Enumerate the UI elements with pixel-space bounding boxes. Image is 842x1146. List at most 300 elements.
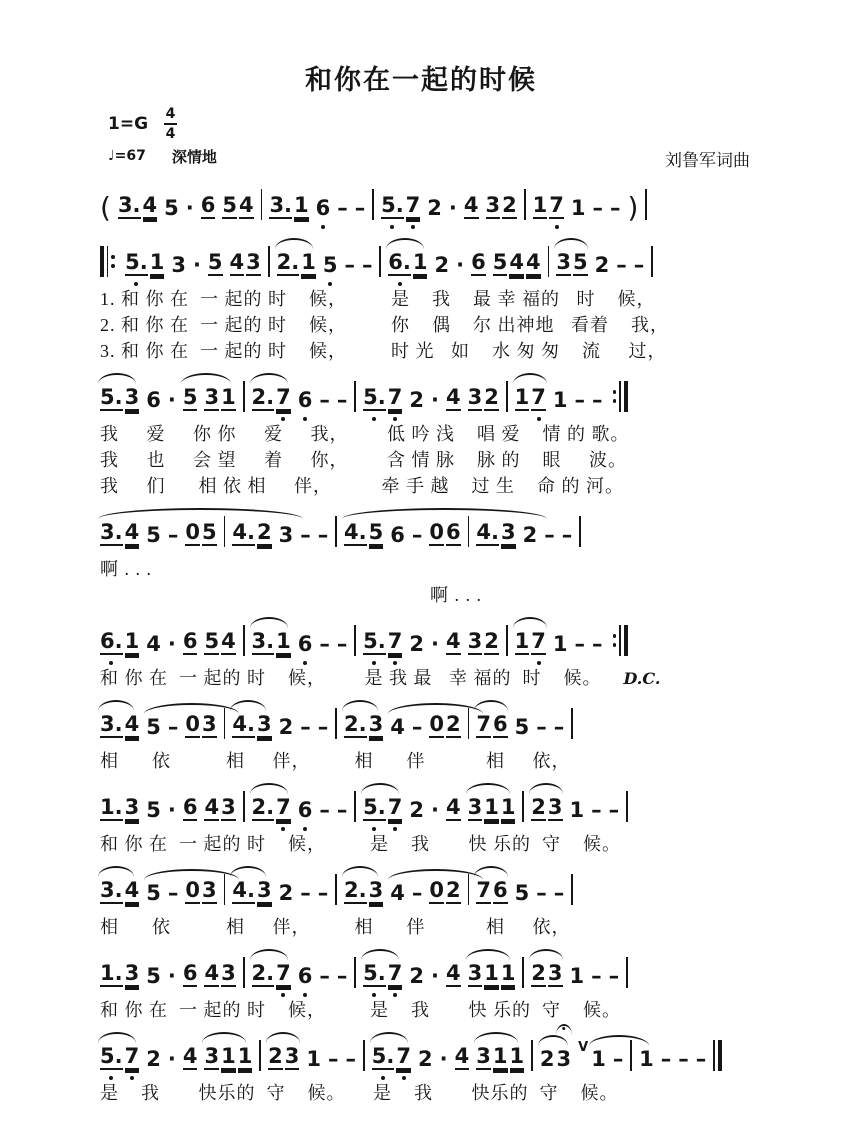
note-token: 4 — [239, 194, 254, 219]
barline — [354, 791, 356, 822]
note-token: 6 — [493, 713, 508, 738]
slur-arc — [250, 783, 288, 794]
note-token: 5 — [146, 963, 161, 988]
note-token: 4 — [526, 251, 541, 276]
repeat-dots-icon — [613, 634, 617, 647]
slur-arc — [466, 949, 510, 960]
note-token: 5. — [372, 1045, 395, 1070]
song-title: 和你在一起的时候 — [305, 65, 537, 96]
lyric-line: 和 你 在 一 起的 时 候， 是 我 快 乐的 守 候。 — [100, 834, 621, 854]
note-token: 5 — [369, 521, 384, 546]
note-token: 7 — [388, 796, 403, 821]
barline — [224, 708, 226, 739]
octave-dot — [303, 827, 307, 831]
barline — [468, 516, 470, 547]
final-barline — [713, 1040, 721, 1071]
slur-arc — [181, 373, 231, 384]
note-token: 3 — [221, 962, 236, 987]
note-token: 4 — [446, 796, 461, 821]
barline — [522, 791, 524, 822]
sustain-dash: – — [574, 631, 586, 656]
barline — [335, 874, 337, 905]
slur-arc — [98, 866, 134, 877]
note-token: 6 — [183, 630, 198, 655]
augmentation-dot: · — [167, 797, 176, 822]
sustain-dash: – — [319, 631, 330, 656]
note-token: 7 — [531, 630, 546, 655]
slur-arc — [342, 700, 378, 711]
sustain-dash: – — [336, 797, 348, 822]
sustain-dash: – — [319, 797, 330, 822]
note-token: 3 — [125, 796, 140, 821]
sustain-dash: – — [317, 714, 329, 739]
note-token: 2. — [277, 251, 300, 276]
note-token: 2. — [252, 796, 275, 821]
sustain-dash: – — [592, 631, 603, 656]
barline — [651, 246, 653, 277]
note-token: 4 — [204, 796, 219, 821]
note-token: 7 — [531, 386, 546, 411]
lyric-row — [100, 339, 742, 365]
lyric-line: 和 你 在 一 起的 时 候， 是 我 快 乐的 守 候。 — [100, 1000, 621, 1020]
lyric-line: 我 也 会 望 着 你， 含 情 脉 脉 的 眼 波。 — [100, 450, 627, 470]
sustain-dash: – — [591, 963, 602, 988]
time-signature-denominator: 4 — [165, 126, 176, 142]
slur-arc — [554, 238, 588, 249]
note-token: 6 — [471, 251, 486, 276]
sustain-dash: – — [411, 880, 423, 905]
slur-arc — [342, 508, 547, 519]
note-token: 1 — [125, 630, 140, 655]
note-token: 0 — [185, 879, 200, 904]
augmentation-dot: · — [456, 252, 465, 277]
augmentation-dot: · — [430, 797, 439, 822]
note-token: 2 — [409, 963, 424, 988]
note-token: 7 — [476, 713, 491, 738]
note-token: 7 — [476, 879, 491, 904]
slur-arc — [361, 949, 399, 960]
octave-dot — [390, 225, 394, 229]
note-token: 4 — [183, 1045, 198, 1070]
tempo-row — [108, 145, 742, 167]
barline — [261, 189, 263, 220]
sustain-dash: – — [167, 522, 179, 547]
sustain-dash: – — [592, 387, 603, 412]
lyric-line: 啊 . . . — [430, 585, 482, 605]
note-token: 6. — [100, 630, 123, 655]
note-token: 7 — [125, 1045, 140, 1070]
sustain-dash: – — [678, 1046, 689, 1071]
barline — [645, 189, 647, 220]
tempo-marking: ♩=67 — [108, 148, 146, 164]
note-token: 1. — [100, 962, 123, 987]
augmentation-dot: · — [448, 195, 457, 220]
barline — [571, 874, 573, 905]
octave-dot — [411, 225, 415, 229]
slur-arc — [98, 508, 303, 519]
composer-credit: 刘鲁军词曲 — [665, 151, 750, 170]
barline — [522, 957, 524, 988]
note-token: 4 — [446, 962, 461, 987]
sustain-dash: – — [612, 1046, 624, 1071]
note-token: 3 — [476, 1045, 491, 1070]
key-time-row — [108, 106, 742, 142]
sustain-dash: – — [337, 195, 348, 220]
slur-arc — [589, 1035, 649, 1046]
breath-mark-icon: V — [578, 1040, 589, 1055]
lyric-line: 相 依 相 伴， 相 伴 相 依， — [100, 751, 571, 771]
note-token: 5 — [323, 254, 338, 276]
octave-dot — [393, 417, 397, 421]
note-token: 3 — [204, 386, 219, 411]
sustain-dash: – — [319, 387, 330, 412]
sustain-dash: – — [591, 797, 602, 822]
note-token: 3 — [257, 879, 272, 904]
note-token: 4. — [476, 521, 499, 546]
octave-dot — [537, 661, 541, 665]
lyric-row — [100, 474, 742, 500]
note-token: 3 — [285, 1045, 300, 1070]
octave-dot — [402, 1076, 406, 1080]
note-token: 7 — [396, 1045, 411, 1070]
augmentation-dot: · — [430, 631, 439, 656]
slur-arc — [529, 949, 563, 960]
barline — [335, 516, 337, 547]
note-token: 2. — [252, 386, 275, 411]
barline — [363, 1040, 365, 1071]
note-token: 7 — [276, 962, 291, 987]
time-signature-numerator: 4 — [165, 106, 176, 122]
lyric-row — [100, 1081, 742, 1107]
note-token: 3 — [468, 386, 483, 411]
note-token: 6 — [446, 521, 461, 546]
music-system-row — [100, 609, 742, 666]
octave-dot — [134, 282, 138, 286]
note-token: 2 — [594, 252, 610, 277]
note-token: 5 — [164, 195, 179, 220]
sustain-dash: – — [411, 522, 423, 547]
sustain-dash: – — [561, 522, 573, 547]
barline — [579, 516, 581, 547]
lyric-row — [100, 448, 742, 474]
barline — [626, 791, 628, 822]
octave-dot — [109, 1076, 113, 1080]
note-token: 3 — [486, 194, 501, 219]
lyric-row — [100, 583, 742, 609]
note-token: 1 — [484, 962, 499, 987]
lyric-line: 3. 和 你 在 一 起的 时 候， 时 光 如 水 匆 匆 流 过， — [100, 341, 667, 361]
lyric-line: 相 依 相 伴， 相 伴 相 依， — [100, 917, 571, 937]
slur-arc — [529, 783, 563, 794]
sustain-dash: – — [660, 1046, 672, 1071]
note-token: 5 — [202, 521, 217, 546]
lyric-row — [100, 832, 742, 858]
barline — [268, 246, 270, 277]
slur-arc — [361, 783, 399, 794]
lyric-line: 我 爱 你 你 爱 我， 低 吟 浅 唱 爱 情 的 歌。 — [100, 424, 630, 444]
sustain-dash: – — [536, 714, 547, 739]
barline — [372, 189, 374, 220]
note-token: 4 — [446, 630, 461, 655]
lyric-row — [100, 915, 742, 941]
slur-arc — [466, 783, 510, 794]
note-token: 6. — [388, 251, 411, 276]
time-signature — [164, 107, 177, 141]
barline — [506, 381, 508, 412]
note-token: 5 — [514, 880, 530, 905]
note-token: 4 — [464, 194, 479, 219]
note-token: 3. — [100, 521, 123, 546]
lyric-row — [100, 313, 742, 339]
note-token: 3 — [548, 796, 563, 821]
note-token: 6 — [183, 962, 198, 987]
octave-dot — [281, 993, 285, 997]
note-token: 3 — [202, 879, 217, 904]
barline — [548, 246, 550, 277]
note-token: 2. — [344, 713, 367, 738]
note-token: 3 — [548, 962, 563, 987]
barline — [243, 625, 245, 656]
augmentation-dot: · — [185, 195, 194, 220]
slur-arc — [474, 1032, 518, 1043]
note-token: 5 — [493, 251, 508, 276]
note-token: 3 — [501, 521, 516, 546]
note-token: 3. — [269, 194, 292, 219]
note-token: 4 — [125, 713, 140, 738]
note-token: 7 — [549, 194, 564, 219]
note-token: 2 — [409, 387, 424, 412]
note-token: 1 — [493, 1045, 508, 1070]
note-token: 2 — [146, 1046, 161, 1071]
barline — [224, 874, 226, 905]
note-token: 3. — [118, 194, 141, 219]
note-token: 2 — [531, 796, 546, 821]
sustain-dash: – — [167, 714, 179, 739]
note-token: 4 — [125, 879, 140, 904]
slur-arc — [250, 617, 288, 628]
music-system-row — [100, 775, 742, 832]
note-token: 3 — [221, 796, 236, 821]
note-token: 1 — [301, 251, 316, 276]
note-token: 2 — [484, 630, 499, 655]
barline — [630, 1040, 632, 1071]
sustain-dash: – — [361, 252, 373, 277]
note-token: 6 — [298, 633, 313, 655]
note-token: 4 — [455, 1045, 470, 1070]
note-token: 3 — [556, 251, 571, 276]
octave-dot — [109, 661, 113, 665]
note-token: 5 — [183, 386, 198, 411]
augmentation-dot: · — [167, 387, 176, 412]
slur-arc — [513, 373, 547, 384]
note-token: 1 — [639, 1046, 654, 1071]
sustain-dash: – — [317, 522, 329, 547]
note-token: 3. — [100, 879, 123, 904]
sustain-dash: – — [633, 252, 645, 277]
note-token: 5 — [146, 716, 161, 738]
note-token: 0 — [185, 713, 200, 738]
slur-arc — [98, 373, 136, 384]
lyric-line: 啊 . . . — [100, 559, 152, 579]
note-token: 1 — [294, 194, 309, 219]
note-token: 4. — [232, 713, 255, 738]
note-token: 3 — [278, 522, 294, 547]
note-token: 7 — [388, 630, 403, 655]
barline — [524, 189, 526, 220]
barline — [259, 1040, 261, 1071]
slur-arc — [474, 700, 508, 711]
note-token: 5. — [125, 251, 148, 276]
note-token: 6 — [298, 389, 313, 411]
note-token: 2 — [434, 252, 450, 277]
lyric-line: 我 们 相 依 相 伴， 牵 手 越 过 生 命 的 河。 — [100, 476, 624, 496]
barline — [243, 381, 245, 412]
note-token: 0 — [429, 713, 444, 738]
octave-dot — [372, 827, 376, 831]
end-repeat-barline — [610, 625, 628, 656]
note-token: 5 — [514, 714, 530, 739]
note-token: 4 — [446, 386, 461, 411]
note-token: 0 — [185, 521, 200, 546]
parenthesis: ( — [100, 190, 111, 224]
note-token: 6 — [298, 799, 313, 821]
lyric-row — [100, 422, 742, 448]
note-token: 6 — [316, 197, 331, 219]
sustain-dash: – — [317, 880, 329, 905]
barline — [506, 625, 508, 656]
octave-dot — [321, 225, 325, 229]
note-token: 1 — [276, 630, 291, 655]
barline — [468, 708, 470, 739]
slur-arc — [250, 949, 288, 960]
augmentation-dot: · — [430, 963, 439, 988]
barline — [224, 516, 226, 547]
note-token: 3. — [100, 713, 123, 738]
note-token: 6 — [183, 796, 198, 821]
note-token: 4. — [232, 521, 255, 546]
note-token: 5. — [363, 796, 386, 821]
slur-arc — [230, 700, 266, 711]
note-token: 3 — [246, 251, 261, 276]
augmentation-dot: · — [439, 1046, 448, 1071]
barline — [243, 957, 245, 988]
dc-marking: D.C. — [623, 669, 661, 688]
octave-dot — [303, 993, 307, 997]
barline — [354, 957, 356, 988]
barline — [626, 957, 628, 988]
note-token: 4 — [509, 251, 524, 276]
octave-dot — [328, 282, 332, 286]
note-token: 2. — [252, 962, 275, 987]
note-token: 2 — [409, 631, 424, 656]
note-token: 3 — [202, 713, 217, 738]
slur-arc — [266, 1032, 300, 1043]
music-system-row — [100, 230, 742, 287]
lyric-line: 2. 和 你 在 一 起的 时 候， 你 偶 尔 出神地 看着 我， — [100, 315, 669, 335]
sustain-dash: – — [328, 1046, 339, 1071]
sustain-dash: – — [536, 880, 547, 905]
barline — [468, 874, 470, 905]
sustain-dash: – — [167, 880, 179, 905]
sustain-dash: – — [411, 714, 423, 739]
sustain-dash: – — [553, 714, 565, 739]
note-token: 1 — [569, 963, 585, 988]
note-token: 1 — [484, 796, 499, 821]
sustain-dash: – — [300, 880, 311, 905]
note-token: 6 — [146, 387, 161, 412]
sustain-dash: – — [345, 1046, 356, 1071]
slur-arc — [386, 238, 424, 249]
note-token: 1 — [569, 797, 585, 822]
octave-dot — [393, 993, 397, 997]
note-token: 1 — [510, 1045, 525, 1070]
slur-arc — [250, 373, 288, 384]
sustain-dash: – — [319, 963, 330, 988]
note-token: 2 — [522, 522, 538, 547]
octave-dot — [537, 417, 541, 421]
note-token: 3 — [171, 252, 186, 277]
note-token: 1 — [552, 387, 568, 412]
note-token: 2 — [268, 1045, 283, 1070]
note-token: 2 — [278, 714, 294, 739]
note-token: 1 — [515, 630, 530, 655]
note-token: 2 — [427, 195, 442, 220]
note-token: 0 — [429, 521, 444, 546]
barline — [379, 246, 381, 277]
repeat-dots-icon — [613, 390, 617, 403]
note-token: 3. — [252, 630, 275, 655]
lyric-row — [100, 749, 742, 775]
note-token: 4 — [146, 631, 161, 656]
lyric-row — [100, 557, 742, 583]
note-token: 4 — [204, 962, 219, 987]
note-token: 6 — [493, 879, 508, 904]
note-token: 2 — [257, 521, 272, 546]
sustain-dash: – — [592, 195, 603, 220]
note-token: 5. — [100, 1045, 123, 1070]
slur-arc — [513, 617, 547, 628]
parenthesis: ) — [627, 190, 639, 224]
sustain-dash: – — [336, 387, 348, 412]
note-token: 4 — [221, 630, 236, 655]
slur-arc — [474, 866, 508, 877]
music-system-row — [100, 173, 742, 230]
barline — [243, 791, 245, 822]
sustain-dash: – — [336, 963, 348, 988]
fermata-dot — [562, 1027, 566, 1031]
note-token: 5 — [222, 194, 237, 219]
note-token: 7 — [388, 962, 403, 987]
note-token: 3 — [257, 713, 272, 738]
note-token: 2 — [540, 1048, 555, 1070]
barline — [354, 625, 356, 656]
note-token: 3 — [125, 962, 140, 987]
note-token: 4 — [143, 194, 158, 219]
note-token: 7 — [388, 386, 403, 411]
note-token: 2 — [418, 1046, 433, 1071]
music-system-row — [100, 858, 742, 915]
note-token: 5 — [204, 630, 219, 655]
barline — [335, 708, 337, 739]
note-token: 5. — [100, 386, 123, 411]
lyric-row — [100, 666, 742, 692]
music-system-row — [100, 1024, 742, 1081]
music-system-row — [100, 365, 742, 422]
octave-dot — [555, 225, 559, 229]
note-token: 6 — [298, 965, 313, 987]
note-token: 7 — [276, 386, 291, 411]
octave-dot — [281, 417, 285, 421]
